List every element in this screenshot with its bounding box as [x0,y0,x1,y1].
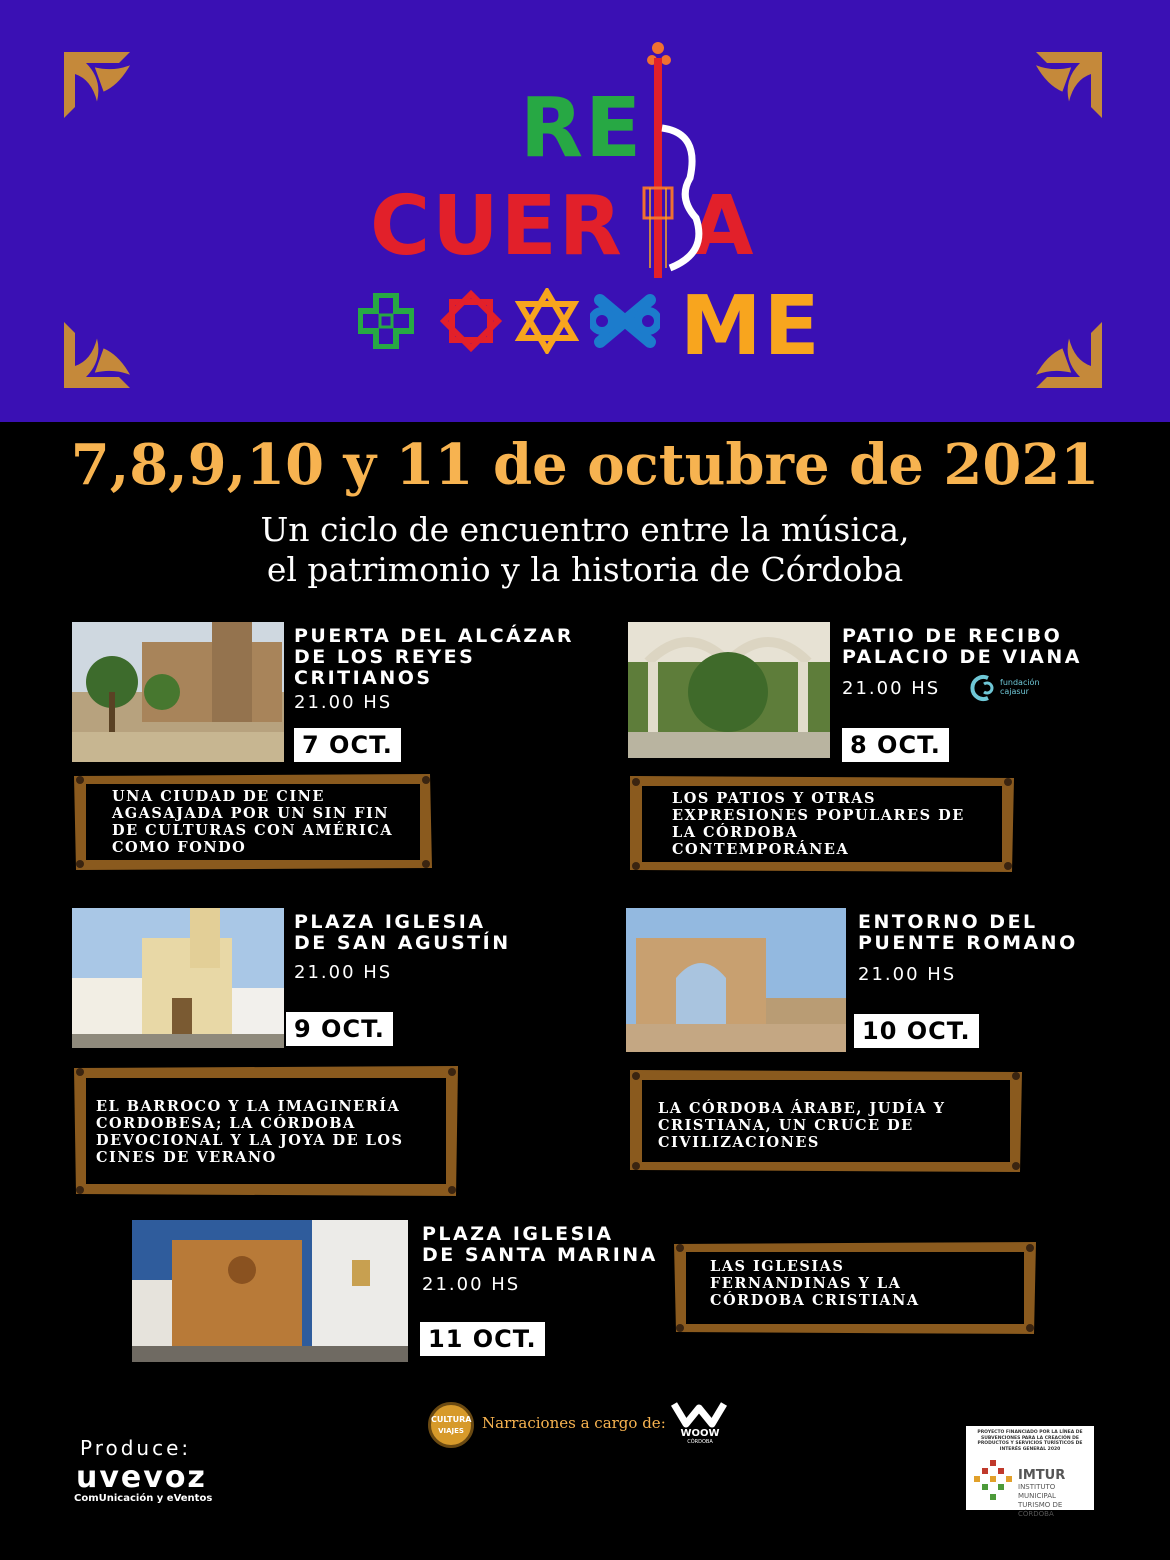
topic-line: UNA CIUDAD DE CINE [112,788,325,805]
imtur-name: IMTUR [1018,1468,1066,1483]
narrations-label: Narraciones a cargo de: [482,1414,666,1432]
date-badge-2: 8 OCT. [842,728,949,762]
photo-alcazar [72,622,284,762]
venue-name-5 [422,1224,658,1266]
event-time-1: 21.00 HS [294,692,393,713]
imtur-sub-line: TURISMO DE CÓRDOBA [1018,1501,1063,1518]
woow-logo-text: WOOW [680,1428,720,1439]
imtur-mosaic-icon [972,1458,1014,1504]
photo-santa-marina [132,1220,408,1362]
sponsor-line: cajasur [1000,687,1029,696]
venue-name-4 [858,912,1078,954]
venue-name-2 [842,626,1082,668]
venue-line: PATIO DE RECIBO [842,625,1063,647]
topic-plank-4 [628,1068,1024,1174]
topic-line: LOS PATIOS Y OTRAS [672,790,876,807]
venue-name-1 [294,626,574,689]
producer-logo: uvevoz [76,1460,207,1495]
topic-line: DEVOCIONAL Y LA JOYA DE LOS [96,1132,404,1149]
venue-name-3 [294,912,511,954]
venue-line: DE SANTA MARINA [422,1244,658,1266]
topic-line: DE CULTURAS CON AMÉRICA [112,822,394,839]
knot-icon [590,290,660,352]
event-time-2: 21.00 HS [842,678,941,699]
topic-line: COMO FONDO [112,839,247,856]
violin-icon [630,38,720,298]
subtitle-line-2: el patrimonio y la historia de Córdoba [266,550,904,589]
topic-plank-1 [72,772,434,872]
venue-line: PLAZA IGLESIA [294,911,486,933]
ornament-corner-bottom-right [992,278,1102,388]
cultura-viajes-logo [428,1402,474,1448]
star8-icon [440,290,502,352]
logo-word-me: ME [680,279,822,374]
logo-word-a: A [690,179,756,274]
logo-word-cuer: CUER [370,179,624,274]
topic-line: EL BARROCO Y LA IMAGINERÍA [96,1098,401,1115]
ornament-corner-top-left [64,52,174,162]
cultura-logo-text: CULTURA [431,1415,472,1424]
photo-palacio-viana [628,622,830,758]
photo-san-agustin [72,908,284,1048]
ornament-corner-top-right [992,52,1102,162]
topic-line: CINES DE VERANO [96,1149,277,1166]
woow-logo-sub: CÓRDOBA [687,1439,713,1445]
logo-word-re: RE [520,81,644,176]
topic-line: CIVILIZACIONES [658,1134,820,1151]
producer-tagline: ComUnicación y eVentos [74,1493,213,1504]
topic-plank-2 [628,774,1016,874]
event-time-5: 21.00 HS [422,1274,521,1295]
venue-line: PLAZA IGLESIA [422,1223,614,1245]
header-banner [0,0,1170,422]
sponsor-line: fundación [1000,678,1040,687]
topic-line: EXPRESIONES POPULARES DE [672,807,965,824]
topic-line: LA CÓRDOBA [672,824,799,841]
venue-line: DE SAN AGUSTÍN [294,932,511,954]
topic-line: LA CÓRDOBA ÁRABE, JUDÍA Y [658,1100,946,1117]
venue-line: PUERTA DEL ALCÁZAR [294,625,574,647]
venue-line: CRITIANOS [294,667,433,689]
cajasur-icon [966,672,998,704]
topic-line: LAS IGLESIAS [710,1258,845,1275]
venue-line: PALACIO DE VIANA [842,646,1082,668]
woow-w-icon [670,1400,728,1428]
imtur-subtitle [1018,1483,1094,1519]
subtitle-line-1: Un ciclo de encuentro entre la música, [260,510,910,549]
narrations-credit [428,1400,748,1450]
topic-line: AGASAJADA POR UN SIN FIN [112,805,390,822]
topic-plank-5 [672,1240,1038,1336]
festival-dates: 7,8,9,10 y 11 de octubre de 2021 [70,432,1100,498]
ornament-corner-bottom-left [64,278,174,388]
date-badge-3: 9 OCT. [286,1012,393,1046]
star6-icon [514,288,580,354]
venue-line: ENTORNO DEL [858,911,1038,933]
venue-line: PUENTE ROMANO [858,932,1078,954]
fundacion-cajasur-logo [966,672,1046,704]
cultura-logo-text-2: VIAJES [438,1427,464,1435]
topic-plank-3 [72,1064,460,1198]
topic-line: CÓRDOBA CRISTIANA [710,1292,920,1309]
imtur-sub-line: INSTITUTO MUNICIPAL [1018,1483,1056,1500]
funding-note: PROYECTO FINANCIADO POR LA LÍNEA DE SUBVENCIONES PARA LA CREACIÓN DE PRODUCTOS Y SERVICIOS TURÍSTICOS DE INTERÉS GENERAL 2020 [977,1430,1083,1452]
event-time-4: 21.00 HS [858,964,957,985]
venue-line: DE LOS REYES [294,646,476,668]
recuerdame-logo [350,38,822,383]
cross-icon [358,293,414,349]
topic-line: FERNANDINAS Y LA [710,1275,902,1292]
topic-line: CRISTIANA, UN CRUCE DE [658,1117,914,1134]
event-time-3: 21.00 HS [294,962,393,983]
topic-line: CORDOBESA; LA CÓRDOBA [96,1115,356,1132]
date-badge-1: 7 OCT. [294,728,401,762]
imtur-logo-box [966,1426,1094,1518]
date-badge-4: 10 OCT. [854,1014,979,1048]
date-badge-5: 11 OCT. [420,1322,545,1356]
topic-line: CONTEMPORÁNEA [672,841,850,858]
photo-puente-romano [626,908,846,1052]
produce-label: Produce: [80,1436,192,1460]
